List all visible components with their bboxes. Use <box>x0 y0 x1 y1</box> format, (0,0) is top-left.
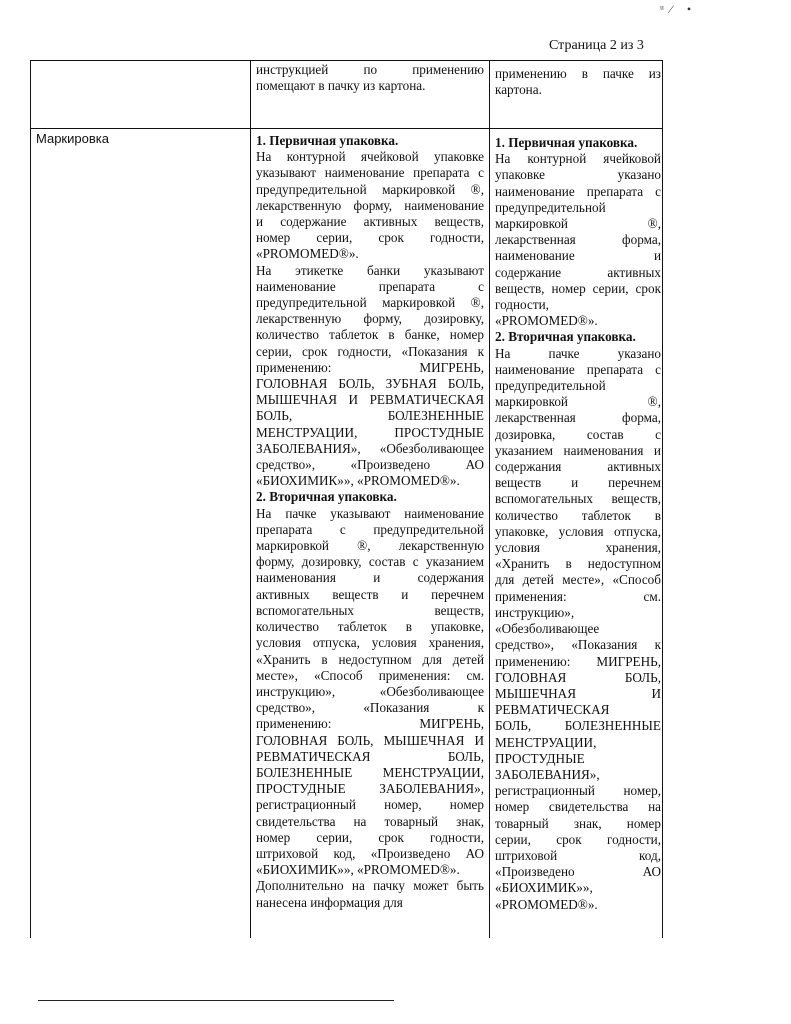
text-line: маркировкой ®, <box>495 394 661 410</box>
section-heading-text: 2. Вторичная упаковка. <box>256 489 397 505</box>
text-line: условия отпуска, условия хранения, <box>256 635 484 651</box>
text-line: количество таблеток в упаковке, <box>256 619 484 635</box>
text-line: количество таблеток в <box>495 507 661 523</box>
row-label-markirovka: Маркировка <box>36 131 109 146</box>
text-line: указанием наименования и <box>495 442 661 458</box>
column-divider-1 <box>250 60 251 938</box>
row1-col-b <box>256 62 484 94</box>
text-line: содержание активных <box>495 264 661 280</box>
text-line: инструкцию», <box>495 604 575 620</box>
section-heading-text: 1. Первичная упаковка. <box>495 135 638 150</box>
section-heading <box>256 489 484 505</box>
text-line: вспомогательных веществ, <box>495 491 661 507</box>
text-line: веществ и перечнем <box>495 475 661 491</box>
text-line: «БИОХИМИК»», «PROMOMED®». <box>256 473 460 489</box>
table-top-border <box>30 60 662 61</box>
text-line: средство», «Произведено АО <box>256 457 484 473</box>
text-line: «PROMOMED®». <box>495 896 598 912</box>
text-line: применению: МИГРЕНЬ, <box>256 359 484 375</box>
text-line: маркировкой ®, лекарственную <box>256 538 484 554</box>
text-line: ЗАБОЛЕВАНИЯ», «Обезболивающее <box>256 440 484 456</box>
text-line: На контурной ячейковой упаковке <box>256 149 484 165</box>
text-line: предупредительной маркировкой ®, <box>256 181 484 197</box>
text-line: лекарственная форма, <box>495 410 661 426</box>
text-line: наименование и <box>495 248 661 264</box>
section-heading <box>495 135 661 151</box>
text-line: Дополнительно на пачку может быть <box>256 878 484 894</box>
text-line: наименование препарата с <box>495 183 661 199</box>
text-line: вспомогательных веществ, <box>256 602 484 618</box>
column-divider-2 <box>489 60 490 938</box>
section-heading <box>495 329 661 345</box>
text-line: БОЛЬ, БОЛЕЗНЕННЫЕ <box>495 718 661 734</box>
text-line: ГОЛОВНАЯ БОЛЬ, МЫШЕЧНАЯ И <box>256 732 484 748</box>
text-line: применению: МИГРЕНЬ, <box>256 716 484 732</box>
text-line: «Хранить в недоступном <box>495 556 661 572</box>
text-line: На этикетке банки указывают <box>256 262 484 278</box>
text-line: предупредительной маркировкой ®, <box>256 295 484 311</box>
text-line: ГОЛОВНАЯ БОЛЬ, <box>495 669 661 685</box>
text-line: «PROMOMED®». <box>256 246 359 262</box>
text-line: ГОЛОВНАЯ БОЛЬ, ЗУБНАЯ БОЛЬ, <box>256 376 484 392</box>
text-line: средство», «Показания к <box>495 637 661 653</box>
text-line: «PROMOMED®». <box>495 313 598 329</box>
text-line: нанесена информация для <box>256 894 403 910</box>
text-line: РЕВМАТИЧЕСКАЯ <box>495 702 610 718</box>
row1-col-c <box>495 66 661 98</box>
text-line: РЕВМАТИЧЕСКАЯ БОЛЬ, <box>256 748 484 764</box>
row2-col-c <box>495 135 661 913</box>
text-line: ЗАБОЛЕВАНИЯ», <box>495 766 600 782</box>
text-line: картона. <box>495 82 542 98</box>
text-line: активных веществ и перечнем <box>256 586 484 602</box>
text-line: штриховой код, <box>495 847 661 863</box>
text-line: инструкцию», «Обезболивающее <box>256 683 484 699</box>
text-line: для детей месте», «Способ <box>495 572 661 588</box>
text-line: МЕНСТРУАЦИИ, ПРОСТУДНЫЕ <box>256 424 484 440</box>
text-line: препарата с предупредительной <box>256 521 484 537</box>
text-line: веществ, номер серии, срок <box>495 280 661 296</box>
text-line: наименование препарата с <box>495 361 661 377</box>
row-divider <box>30 128 662 129</box>
text-line: инструкцией по применению <box>256 62 484 77</box>
section-heading <box>256 133 484 149</box>
text-line: и содержание активных веществ, <box>256 214 484 230</box>
text-line: ПРОСТУДНЫЕ <box>495 750 585 766</box>
text-line: упаковке, условия отпуска, <box>495 523 661 539</box>
text-line: «Обезболивающее <box>495 621 600 637</box>
text-line: «БИОХИМИК»», «PROMOMED®». <box>256 862 460 878</box>
text-line: На пачке указано <box>495 345 661 361</box>
text-line: номер серии, срок годности, <box>256 829 484 845</box>
text-line: средство», «Показания к <box>256 700 484 716</box>
text-line: МЫШЕЧНАЯ И <box>495 685 661 701</box>
text-line: применению: МИГРЕНЬ, <box>495 653 661 669</box>
text-line: условия хранения, <box>495 540 661 556</box>
text-line: применению в пачке из <box>495 66 661 81</box>
text-line: указывают наименование препарата с <box>256 165 484 181</box>
row2-col-b <box>256 133 484 911</box>
text-line: предупредительной <box>495 378 606 394</box>
text-line: регистрационный номер, номер <box>256 797 484 813</box>
text-line: маркировкой ®, <box>495 216 661 232</box>
text-line: товарный знак, номер <box>495 815 661 831</box>
text-line: упаковке указано <box>495 167 661 183</box>
footer-rule <box>38 1000 394 1001</box>
text-line: лекарственную форму, наименование <box>256 197 484 213</box>
text-line: «Хранить в недоступном для детей <box>256 651 484 667</box>
text-line: помещают в пачку из картона. <box>256 78 426 94</box>
text-line: регистрационный номер, <box>495 783 661 799</box>
text-line: «Произведено АО <box>495 864 661 880</box>
text-line: лекарственная форма, <box>495 232 661 248</box>
text-line: серии, срок годности, «Показания к <box>256 343 484 359</box>
text-line: содержания активных <box>495 459 661 475</box>
text-line: «БИОХИМИК»», <box>495 880 593 896</box>
text-line: БОЛЬ, БОЛЕЗНЕННЫЕ <box>256 408 484 424</box>
page-number: Страница 2 из 3 <box>549 38 644 53</box>
text-line: наименования и содержания <box>256 570 484 586</box>
text-line: форму, дозировку, состав с указанием <box>256 554 484 570</box>
text-line: месте», «Способ применения: см. <box>256 667 484 683</box>
text-line: штриховой код, «Произведено АО <box>256 845 484 861</box>
text-line: На пачке указывают наименование <box>256 505 484 521</box>
text-line: МЕНСТРУАЦИИ, <box>495 734 597 750</box>
text-line: предупредительной <box>495 199 606 215</box>
text-line: номер свидетельства на <box>495 799 661 815</box>
text-line: МЫШЕЧНАЯ И РЕВМАТИЧЕСКАЯ <box>256 392 484 408</box>
text-line: дозировка, состав с <box>495 426 661 442</box>
text-line: годности, <box>495 297 549 313</box>
text-line: серии, срок годности, <box>495 831 661 847</box>
section-heading-text: 1. Первичная упаковка. <box>256 133 399 148</box>
text-line: лекарственную форму, дозировку, <box>256 311 484 327</box>
text-line: БОЛЕЗНЕННЫЕ МЕНСТРУАЦИИ, <box>256 764 484 780</box>
scan-mark: ᵘ⁄ • <box>660 2 698 16</box>
text-line: свидетельства на товарный знак, <box>256 813 484 829</box>
text-line: На контурной ячейковой <box>495 151 661 167</box>
text-line: ПРОСТУДНЫЕ ЗАБОЛЕВАНИЯ», <box>256 781 484 797</box>
text-line: применения: см. <box>495 588 661 604</box>
table-right-border <box>662 60 663 938</box>
section-heading-text: 2. Вторичная упаковка. <box>495 329 636 345</box>
text-line: наименование препарата с <box>256 278 484 294</box>
table-left-border <box>30 60 31 938</box>
text-line: номер серии, срок годности, <box>256 230 484 246</box>
text-line: количество таблеток в банке, номер <box>256 327 484 343</box>
